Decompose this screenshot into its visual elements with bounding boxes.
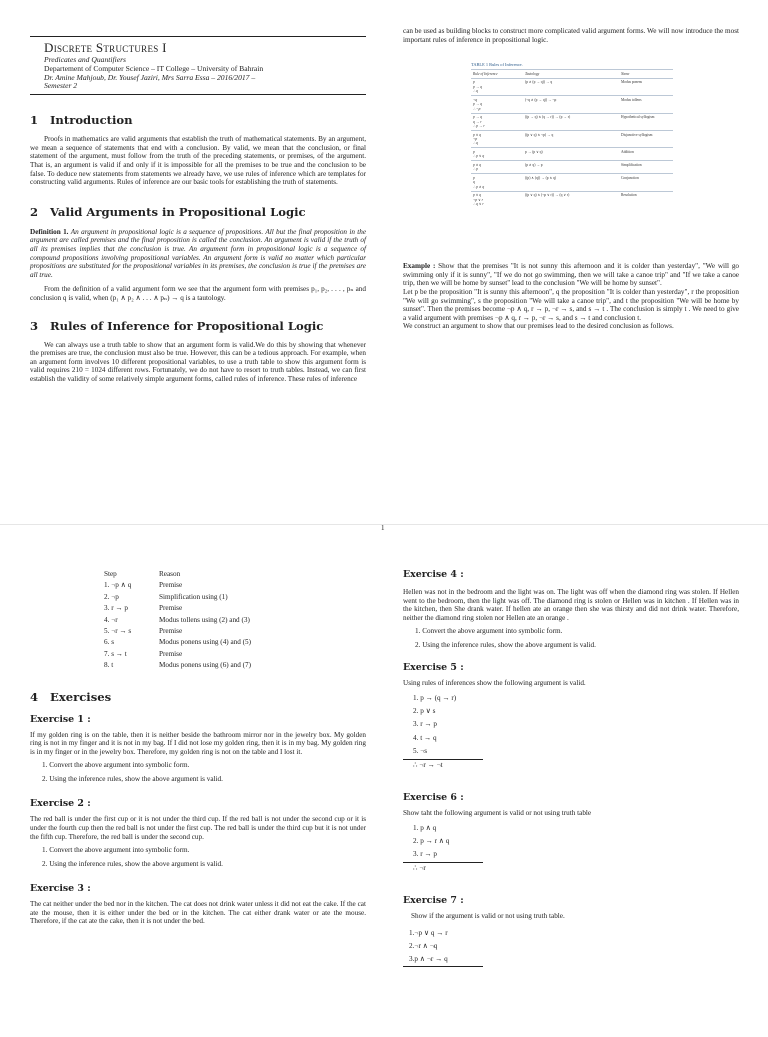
rule-cell: p p → q ∴ q [471, 78, 523, 95]
section-2-title: Valid Arguments in Propositional Logic [50, 204, 306, 219]
exercise-1-items [30, 758, 366, 786]
premise: 5. ¬s [413, 746, 428, 755]
section-2-number: 2 [30, 204, 39, 219]
doc-semester: Semester 2 [44, 81, 78, 91]
premise: 2.¬r ∧ ¬q [409, 941, 438, 950]
list-item: 2. Using the inference rules, show the above argument is valid. [42, 775, 223, 784]
step-statement: 3. r → p [104, 604, 128, 613]
tautology-cell: (p ∧ (p → q)) → q [523, 78, 619, 95]
rules-table-figure [471, 62, 673, 208]
step-reason: Simplification using (1) [159, 592, 228, 601]
name-cell: Modus tollens [619, 96, 673, 113]
step-row [104, 626, 366, 637]
section-4-heading [30, 690, 366, 704]
list-item: 2. Using the inference rules, show the above argument is valid. [42, 860, 223, 869]
step-reason: Modus ponens using (4) and (5) [159, 638, 252, 647]
exercise-5-title: Exercise 5 : [403, 662, 464, 674]
table-row [471, 96, 673, 113]
premise: 1. p → (q → r) [413, 693, 457, 702]
premise: 4. t → q [413, 733, 437, 742]
table-header-row [471, 70, 673, 79]
name-cell: Resolution [619, 191, 673, 208]
rule-cell: p ∴ p ∨ q [471, 148, 523, 161]
exercise-5-body: Using rules of inferences show the following argument is valid. [403, 679, 586, 688]
exercise-4-items [403, 624, 739, 652]
step-reason: Premise [159, 581, 183, 590]
section-1-body: Proofs in mathematics are valid arguments that establish the truth of mathematical statements. By an argument, we mean a sequence of statements that end with a conclusion. By valid, we mean that the conclusion, or final statement of the argument, must follow from the truth of the preceding statements, or premises, of the argument. That is, an argument is valid if and only if it is impossible for all the premises to be true and the conclusion to be false. To deduce new statements from statements we already have, we use rules of inference which are templates for constructing valid arguments. Rules of inference are our basic tools for establishing the truth of statements. [30, 135, 366, 187]
doc-subtitle: Predicates and Quantifiers [44, 55, 126, 64]
tautology-cell: ((p ∨ q) ∧ (¬p ∨ r)) → (q ∨ r) [523, 191, 619, 208]
right-column-2 [403, 569, 739, 967]
rules-table-body [471, 78, 673, 208]
tautology-cell: (¬q ∧ (p → q)) → ¬p [523, 96, 619, 113]
conclusion: ∴ ¬r → ¬t [403, 759, 483, 770]
exercise-6-title: Exercise 6 : [403, 791, 464, 803]
definition-label: Definition 1. [30, 227, 69, 236]
right-column [403, 27, 739, 331]
name-cell: Conjunction [619, 174, 673, 191]
definition-body: An argument in propositional logic is a sequence of propositions. All but the final proposition in the argument are called premises and the final proposition is called the conclusion. An argument is valid if the truth of all its premises implies that the conclusion is true. An argument form in propositional logic is a sequence of compound propositions involving propositional variables. An argument form is valid no matter which particular propositions are substituted for the propositional variables in its premises, the conclusion is true if the premises are all true. [30, 227, 367, 279]
tautology-cell: ((p) ∧ (q)) → (p ∧ q) [523, 174, 619, 191]
list-item: 2. Using the inference rules, show the above argument is valid. [415, 641, 596, 650]
tautology-cell: ((p → q) ∧ (q → r)) → (p → r) [523, 113, 619, 130]
exercise-7-body: Show if the argument is valid or not using truth table. [411, 912, 565, 921]
list-item: 1. Convert the above argument into symbolic form. [42, 846, 190, 855]
exercise-6-argument [403, 822, 483, 874]
premise: 3. r → p [413, 849, 437, 858]
list-item: 1. Convert the above argument into symbolic form. [415, 627, 563, 636]
name-cell: Hypothetical syllogism [619, 113, 673, 130]
table-header-cell: Tautology [523, 70, 619, 79]
section-1-heading [30, 113, 366, 127]
exercise-2-body: The red ball is under the first cup or it is not under the third cup. If the red ball is not under the second cup or it is under the fourth cup then the red ball is not under the first cup. The red ball is under the third cup but it is not under the fifth cup. Therefore, the red ball is under the second cup. [30, 815, 366, 841]
table-row [471, 191, 673, 208]
steps-header [104, 569, 366, 580]
table-header-cell: Name [619, 70, 673, 79]
premise: 1. p ∧ q [413, 823, 437, 832]
doc-department: Departement of Computer Science – IT College – University of Bahrain [44, 63, 264, 73]
step-row [104, 615, 366, 626]
step-row [104, 649, 366, 660]
step-statement: 4. ¬r [104, 615, 118, 624]
step-row [104, 592, 366, 603]
argument-steps [30, 569, 366, 672]
table-row [471, 148, 673, 161]
table-row [471, 174, 673, 191]
left-column-2 [30, 569, 366, 926]
table-header-cell: Rule of Inference [471, 70, 523, 79]
step-statement: 7. s → t [104, 649, 127, 658]
step-statement: 8. t [104, 661, 114, 670]
tautology-cell: ((p ∨ q) ∧ ¬p) → q [523, 131, 619, 148]
list-item: 1. Convert the above argument into symbolic form. [42, 761, 190, 770]
exercise-4-body: Hellen was not in the bedroom and the light was on. The light was off when the diamond ring was stolen. If Hellen went to the bedroom, then the light was off. The diamond ring is stolen or Hellen was in kitchen . If Hellen was in the kitchen, then She drank water. If hellen ate an orange then she was thirsty and did not drink water. Therefore, neither the diamond ring stolen nor Hellen ate an orange . [403, 588, 739, 622]
example-paragraph [403, 262, 739, 288]
section-4-number: 4 [30, 689, 39, 704]
table-row [471, 78, 673, 95]
page-2 [0, 524, 768, 1037]
rule-cell: p ∨ q ¬p ∨ r ∴ q ∨ r [471, 191, 523, 208]
doc-header [30, 37, 366, 94]
exercise-3-body: The cat neither under the bed nor in the kitchen. The cat does not drink water unless it did not eat the cake. If the cat ate the mouse, then it is either under the bed or in the kitchen. The cat either drank water or ate the mouse. Therefore, if the cat ate the cake, then it is not under the bed. [30, 900, 366, 926]
table-caption: TABLE 1 Rules of Inference. [471, 62, 523, 68]
left-column [30, 36, 366, 383]
step-statement: 1. ¬p ∧ q [104, 581, 132, 590]
step-reason: Premise [159, 604, 183, 613]
premise: 3.p ∧ ¬r → q [403, 953, 483, 967]
exercise-4-title: Exercise 4 : [403, 569, 464, 580]
section-4-title: Exercises [50, 689, 112, 704]
example-construct-paragraph: We construct an argument to show that our premises lead to the desired conclusion as follows. [403, 322, 674, 331]
rule-cell: p → q q → r ∴ p → r [471, 113, 523, 130]
section-3-title: Rules of Inference for Propositional Logic [50, 318, 324, 333]
rule-cell: p ∧ q ∴ p [471, 161, 523, 174]
table-row [471, 131, 673, 148]
name-cell: Simplification [619, 161, 673, 174]
example-let-paragraph: Let p be the proposition "It is sunny this afternoon", q the proposition "It is colder than yesterday", r the proposition "We will go swimming", s the proposition "We will take a canoe trip", and t the proposition "We will be home by sunset". Then the premises become ¬p ∧ q, r → p, ¬r → s, and s → t . The conclusion is simply t . We need to give a valid argument with premises ¬p ∧ q, r → p, ¬r → s, and s → t and conclusion t. [403, 288, 739, 322]
step-statement: 2. ¬p [104, 592, 119, 601]
exercise-1-title: Exercise 1 : [30, 713, 91, 725]
definition-1 [30, 228, 366, 280]
doc-authors: Dr. Amine Mahjoub, Dr. Yousef Jaziri, Mrs Sarra Essa – 2016/2017 – [44, 72, 256, 82]
rule-cell: ¬q p → q ∴ ¬p [471, 96, 523, 113]
doc-title: Discrete Structures I [44, 40, 167, 55]
section-2-heading [30, 205, 366, 219]
example-label: Example : [403, 262, 436, 271]
name-cell: Disjunctive syllogism [619, 131, 673, 148]
conclusion: ∴ ¬r [403, 862, 483, 873]
premise: 3. r → p [413, 720, 437, 729]
step-row [104, 603, 366, 614]
step-reason: Premise [159, 627, 183, 636]
tautology-cell: p → (p ∨ q) [523, 148, 619, 161]
premise: 2. p → r ∧ q [413, 836, 450, 845]
section-3-body: We can always use a truth table to show that an argument form is valid.We do this by showing that whenever the premises are true, the conclusion must also be true. However, this can be a tedious approach. For example, when an argument form involves 10 different propositional variables, to use a truth table to show this argument form is valid requires 210 = 1024 different rows. Fortunately, we do not have to resort to truth tables. Instead, we can first establish the validity of some relatively simple argument forms, called rules of inference. These rules of inference [30, 340, 366, 383]
premise: 1.¬p ∨ q → r [409, 928, 448, 937]
exercise-5-argument [403, 692, 483, 770]
exercise-6-body: Show taht the following argument is valid or not using truth table [403, 808, 592, 817]
tautology-cell: (p ∧ q) → p [523, 161, 619, 174]
step-reason: Premise [159, 649, 183, 658]
section-3-number: 3 [30, 318, 39, 333]
step-row [104, 580, 366, 591]
example-body: Show that the premises "It is not sunny this afternoon and it is colder than yesterday", "We will go swimming only if it is sunny", "If we do not go swimming, then we will take a canoe trip" and "If we take a canoe trip, then we will be home by sunset" lead to the conclusion "We will be home by sunset". [403, 262, 740, 288]
section-3-heading [30, 319, 366, 333]
name-cell: Modus ponens [619, 78, 673, 95]
step-statement: 6. s [104, 638, 114, 647]
step-reason: Modus tollens using (2) and (3) [159, 615, 250, 624]
exercise-7-title: Exercise 7 : [403, 895, 464, 907]
section-2-after: From the definition of a valid argument form we see that the argument form with premises p₁, p₂, . . . , pₙ and conclusion q is valid, when (p₁ ∧ p₂ ∧ . . . ∧ pₙ) → q is a tautology. [30, 285, 366, 302]
page-number: 1 [381, 524, 385, 532]
step-reason: Modus ponens using (6) and (7) [159, 661, 252, 670]
premise: 2. p ∨ s [413, 707, 436, 716]
steps-header-reason: Reason [159, 570, 181, 578]
step-statement: 5. ¬r → s [104, 627, 132, 636]
section-1-number: 1 [30, 113, 39, 128]
rules-intro: can be used as building blocks to construct more complicated valid argument forms. We will now introduce the most important rules of inference in propositional logic. [403, 27, 739, 44]
exercise-2-title: Exercise 2 : [30, 798, 91, 810]
exercise-3-title: Exercise 3 : [30, 883, 91, 895]
exercise-2-items [30, 843, 366, 871]
exercise-1-body: If my golden ring is on the table, then it is neither beside the bathroom mirror nor in the jewelry box. My golden ring is not in my finger and it is not in my bag. If I did not lose my golden ring, then it is in my bag. My golden ring is in my finger or in the jewelry box. Therefore, my golden ring is not on the table and I lost it. [30, 730, 366, 756]
name-cell: Addition [619, 148, 673, 161]
step-row [104, 660, 366, 671]
rule-cell: p ∨ q ¬p ∴ q [471, 131, 523, 148]
rule-cell: p q ∴ p ∧ q [471, 174, 523, 191]
table-row [471, 161, 673, 174]
section-1-title: Introduction [50, 113, 133, 128]
rules-table [471, 69, 673, 208]
exercise-7-argument [403, 927, 483, 968]
steps-header-step: Step [104, 570, 117, 578]
step-row [104, 637, 366, 648]
table-row [471, 113, 673, 130]
header-bottom-rule [30, 94, 366, 95]
steps-rows [104, 580, 366, 671]
